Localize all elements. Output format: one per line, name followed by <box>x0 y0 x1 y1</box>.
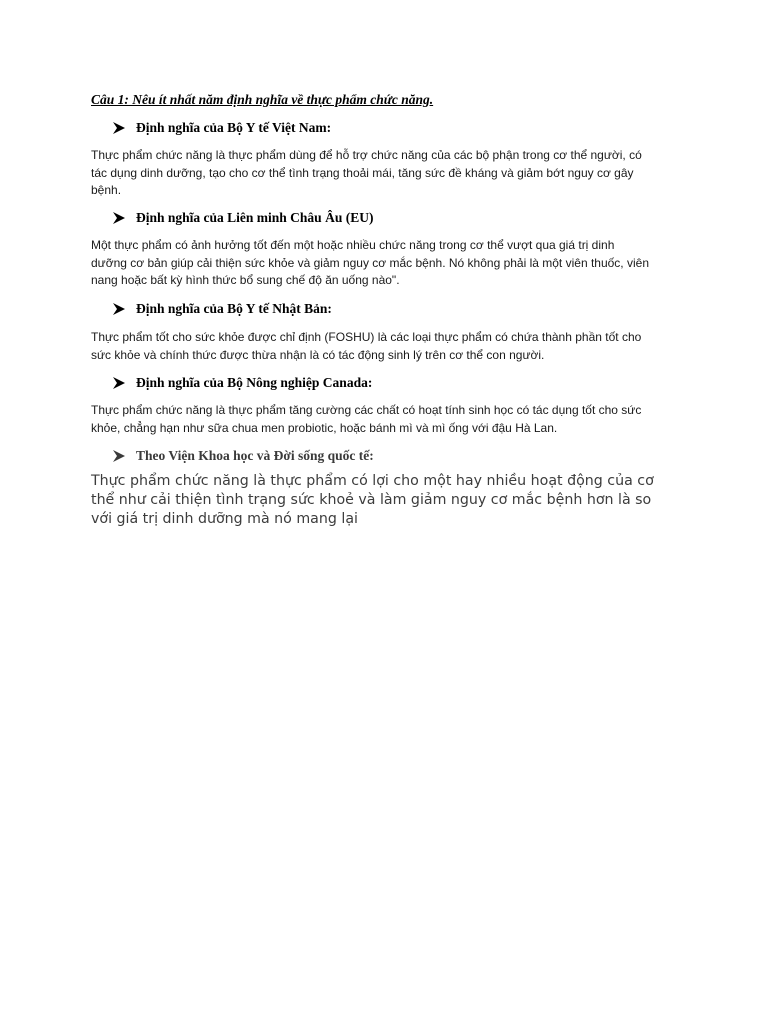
arrow-bullet-icon <box>112 121 136 135</box>
paragraph-line: với giá trị dinh dưỡng mà nó mang lại <box>91 511 358 527</box>
paragraph-line: dưỡng cơ bản giúp cải thiện sức khỏe và giảm nguy cơ mắc bệnh. Nó không phải là một viên thuốc, viên <box>91 255 649 270</box>
section-heading-canada-agriculture <box>112 375 372 391</box>
section-heading-vietnam-moh <box>112 120 331 136</box>
paragraph-line: tác dụng dinh dưỡng, tạo cho cơ thể tình trạng thoải mái, tăng sức đề kháng và giảm bớt nguy cơ gây <box>91 165 634 180</box>
paragraph-line: sức khỏe và chính thức được thừa nhận là có tác động sinh lý trên cơ thể con người. <box>91 347 545 362</box>
paragraph-line: Thực phẩm chức năng là thực phẩm tăng cường các chất có hoạt tính sinh học có tác dụng tốt cho sức <box>91 403 642 417</box>
paragraph-line: khỏe, chẳng hạn như sữa chua men probiotic, hoặc bánh mì và mì ống với đậu Hà Lan. <box>91 420 558 435</box>
section-paragraph-eu <box>91 237 676 290</box>
arrow-bullet-icon <box>112 211 136 225</box>
paragraph-line: Thực phẩm chức năng là thực phẩm có lợi cho một hay nhiều hoạt động của cơ <box>91 473 654 489</box>
section-paragraph-canada-agriculture <box>91 402 676 437</box>
arrow-bullet-icon <box>112 302 136 316</box>
arrow-bullet-icon <box>112 376 136 390</box>
paragraph-line: Một thực phẩm có ảnh hưởng tốt đến một hoặc nhiều chức năng trong cơ thể vượt qua giá trị dinh <box>91 238 615 252</box>
section-heading-ilsi <box>112 448 374 464</box>
section-paragraph-vietnam-moh <box>91 147 676 200</box>
section-heading-label: Định nghĩa của Bộ Nông nghiệp Canada: <box>136 375 373 390</box>
paragraph-line: Thực phẩm tốt cho sức khỏe được chỉ định (FOSHU) là các loại thực phẩm có chứa thành phần tốt cho <box>91 330 642 344</box>
section-heading-label: Định nghĩa của Liên minh Châu Âu (EU) <box>136 210 374 225</box>
section-heading-label: Theo Viện Khoa học và Đời sống quốc tế: <box>136 448 374 463</box>
section-heading-eu <box>112 210 373 226</box>
section-heading-japan-moh <box>112 301 332 317</box>
paragraph-line: bệnh. <box>91 183 122 197</box>
question-title: Câu 1: Nêu ít nhất năm định nghĩa về thực phẩm chức năng. <box>91 92 434 107</box>
section-paragraph-ilsi <box>91 472 691 529</box>
section-paragraph-japan-moh <box>91 329 676 364</box>
section-heading-label: Định nghĩa của Bộ Y tế Nhật Bản: <box>136 301 332 316</box>
arrow-bullet-icon <box>112 449 136 463</box>
section-heading-label: Định nghĩa của Bộ Y tế Việt Nam: <box>136 120 332 135</box>
paragraph-line: thể như cải thiện tình trạng sức khoẻ và làm giảm nguy cơ mắc bệnh hơn là so <box>91 492 652 508</box>
paragraph-line: nang hoặc bất kỳ hình thức bổ sung chế độ ăn uống nào". <box>91 273 400 287</box>
paragraph-line: Thực phẩm chức năng là thực phẩm dùng để hỗ trợ chức năng của các bộ phận trong cơ thể người, có <box>91 148 642 162</box>
